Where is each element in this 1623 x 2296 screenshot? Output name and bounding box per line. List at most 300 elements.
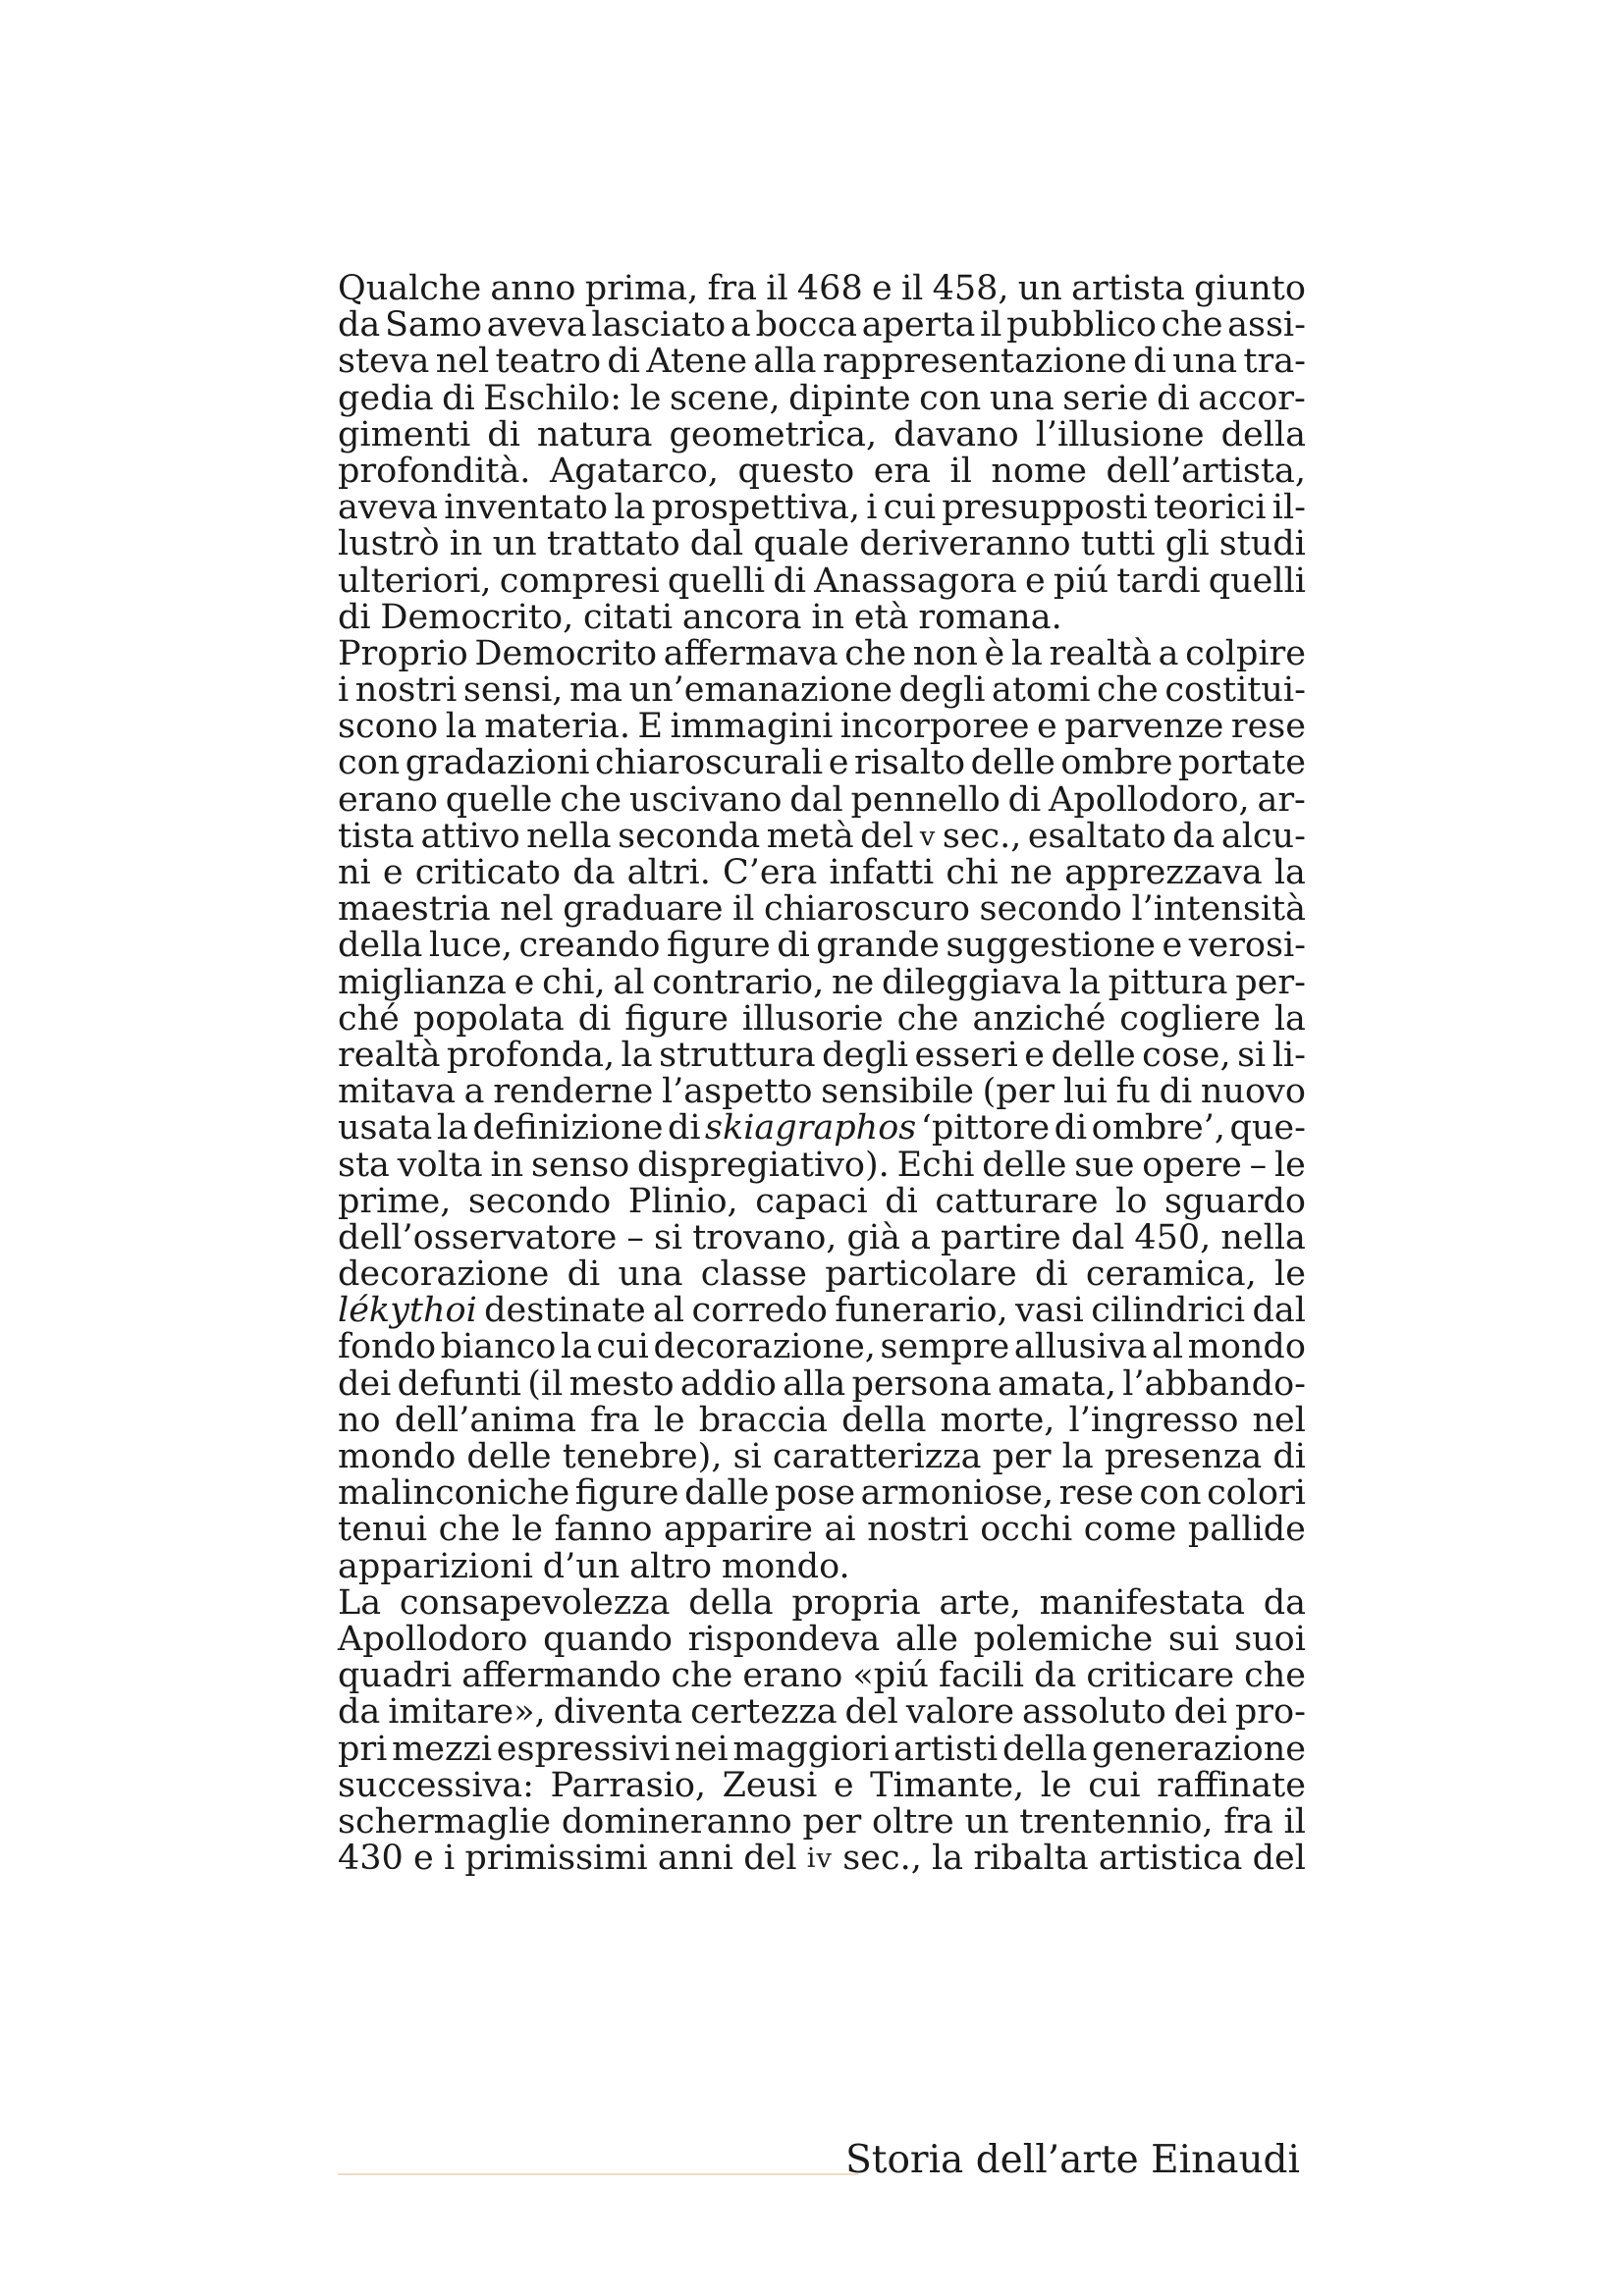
- word: incorporee: [839, 707, 1030, 747]
- word: le: [1274, 1255, 1306, 1295]
- word: la: [1010, 633, 1043, 673]
- word: di: [1054, 1108, 1088, 1148]
- word: figure: [666, 926, 771, 966]
- word: Plinio,: [627, 1181, 738, 1221]
- word: portate: [1178, 743, 1306, 783]
- word: le: [512, 1510, 543, 1550]
- word: trattato: [546, 524, 680, 564]
- word: una: [989, 378, 1055, 418]
- text-line: [338, 745, 1306, 781]
- word: risalto: [853, 743, 966, 783]
- text-line: [338, 1658, 1306, 1694]
- text-line: [338, 1110, 1306, 1147]
- word: aveva: [338, 488, 438, 528]
- word: età: [853, 597, 909, 637]
- word: Samo: [384, 305, 483, 346]
- text-line: [338, 962, 1306, 1002]
- word: che: [844, 633, 907, 673]
- word: anni: [657, 1839, 733, 1879]
- word: giunto: [1194, 269, 1306, 308]
- word: nei: [675, 1729, 729, 1769]
- word: volta: [397, 1145, 483, 1185]
- word: popolata: [412, 998, 565, 1039]
- word: sue: [1074, 1145, 1135, 1185]
- word: altro: [629, 1546, 713, 1586]
- word: natura: [536, 414, 653, 454]
- text-line: [338, 928, 1306, 964]
- word: criticato: [414, 853, 562, 892]
- word: della: [1220, 414, 1306, 454]
- word: opere: [1142, 1145, 1242, 1185]
- word: la: [1273, 853, 1306, 892]
- word: ‘pittore: [920, 1108, 1051, 1148]
- word: il: [732, 889, 755, 930]
- word: accor-: [1198, 378, 1306, 418]
- word: pri: [338, 1729, 388, 1769]
- text-line: [338, 307, 1306, 344]
- word: presupposti: [942, 488, 1148, 528]
- word: tardi: [1116, 561, 1201, 601]
- word: figure: [624, 998, 729, 1039]
- word: a: [463, 1072, 485, 1112]
- word: Proprio: [338, 633, 468, 673]
- word: profondità.: [338, 451, 531, 491]
- word: di: [1272, 1437, 1306, 1476]
- word: figure: [574, 1473, 679, 1514]
- italic-term: lékythoi: [338, 1291, 477, 1331]
- word: dipinte: [788, 378, 911, 418]
- word: atomi: [992, 670, 1091, 711]
- word: dal: [689, 524, 744, 564]
- word: grande: [816, 926, 940, 966]
- word: domineranno: [561, 1801, 792, 1842]
- word: delle: [970, 743, 1055, 783]
- word: manifestata: [1039, 1582, 1245, 1623]
- word: E: [637, 707, 664, 747]
- word: sensi,: [462, 670, 564, 711]
- word: no: [338, 1400, 381, 1440]
- word: del: [844, 1692, 898, 1733]
- word: graduare: [563, 889, 724, 930]
- word: l’intensità: [1131, 889, 1306, 930]
- word: a: [1158, 633, 1179, 673]
- word: che: [1096, 670, 1159, 711]
- text-line: [338, 490, 1306, 526]
- word: Apollodoro,: [1049, 779, 1250, 820]
- word: l’illusione: [1035, 414, 1205, 454]
- word: quadri: [338, 1656, 453, 1696]
- word: Echi: [896, 1145, 975, 1185]
- word: e: [382, 853, 404, 892]
- word: la: [1061, 1437, 1094, 1476]
- word: destinate: [484, 1291, 646, 1331]
- word: compresi: [499, 561, 660, 601]
- word: Zeusi: [722, 1765, 818, 1805]
- word: il: [766, 269, 788, 308]
- word: è: [984, 633, 1005, 673]
- word: cilindrici: [1091, 1291, 1246, 1331]
- word: tista: [338, 816, 415, 856]
- word: le: [629, 378, 662, 418]
- word: questo: [737, 451, 855, 491]
- word: apparizioni: [338, 1546, 533, 1586]
- text-line: [338, 1841, 1306, 1877]
- word: le: [1040, 1765, 1072, 1805]
- word: un: [964, 1801, 1009, 1842]
- word: degli: [822, 1035, 909, 1075]
- word: ne: [1009, 853, 1054, 892]
- word: funerario,: [835, 1291, 1008, 1331]
- word: i: [443, 1839, 456, 1879]
- word: Apollodoro: [338, 1619, 528, 1659]
- word: le: [1273, 1145, 1306, 1185]
- word: per: [992, 1437, 1052, 1476]
- word: ceramica,: [1085, 1255, 1257, 1295]
- word: materia.: [484, 707, 630, 747]
- word: nome: [991, 451, 1087, 491]
- footer-rule: [338, 2173, 858, 2175]
- word: pennello: [850, 779, 1001, 820]
- word: si: [732, 1437, 762, 1476]
- text-line: [338, 344, 1306, 380]
- word: teatro: [495, 342, 602, 382]
- word: suoi: [1234, 1619, 1306, 1659]
- text-line: [338, 378, 1306, 418]
- word: renderne: [493, 1072, 654, 1112]
- word: ma: [568, 670, 623, 711]
- word: sec.,: [842, 1839, 922, 1879]
- word: mondo: [1187, 1327, 1306, 1367]
- word: dal: [789, 779, 843, 820]
- text-line: [338, 1035, 1306, 1075]
- text-line: [338, 1512, 1306, 1548]
- word: nostri: [354, 670, 458, 711]
- word: tutti: [1080, 524, 1156, 564]
- word: struttura: [659, 1035, 816, 1075]
- word: i: [338, 670, 350, 711]
- word: li-: [1271, 1035, 1306, 1075]
- word: erano: [338, 779, 438, 820]
- word: lasciato: [591, 305, 727, 346]
- text-line: [338, 1801, 1306, 1842]
- text-line: [338, 998, 1306, 1039]
- word: affermava: [663, 633, 839, 673]
- word: scene,: [669, 378, 781, 418]
- word: tra-: [1243, 342, 1306, 382]
- word: un: [492, 524, 537, 564]
- text-line: [338, 451, 1306, 491]
- word: particolare: [825, 1255, 1017, 1295]
- word: steva: [338, 342, 430, 382]
- word: che: [1244, 1656, 1306, 1696]
- word: di: [1007, 779, 1042, 820]
- word: –: [1249, 1145, 1268, 1185]
- word: 458,: [932, 269, 1009, 308]
- word: –: [626, 1217, 644, 1257]
- text-line: [338, 563, 1306, 600]
- word: di: [1159, 1072, 1193, 1112]
- word: «piú: [852, 1656, 929, 1696]
- word: da: [1263, 1582, 1306, 1623]
- word: e: [1162, 926, 1183, 966]
- text-line: [338, 633, 1306, 673]
- word: successiva:: [338, 1765, 534, 1805]
- word: ombre: [1060, 743, 1173, 783]
- word: ché: [338, 998, 400, 1039]
- word: nuovo: [1200, 1072, 1306, 1112]
- word: lo: [1115, 1181, 1148, 1221]
- word: la: [932, 1839, 964, 1879]
- text-line: [338, 1400, 1306, 1440]
- word: i: [866, 488, 878, 528]
- word: chi,: [542, 962, 606, 1002]
- word: romana.: [918, 597, 1062, 637]
- word: di: [338, 597, 371, 637]
- word: metà: [766, 816, 854, 856]
- word: Democrito,: [380, 597, 574, 637]
- word: da: [338, 1692, 381, 1733]
- word: cose,: [1142, 1035, 1231, 1075]
- word: sempre: [880, 1327, 1010, 1367]
- word: che: [438, 1510, 501, 1550]
- word: che: [671, 1656, 733, 1696]
- word: immagini: [670, 707, 834, 747]
- word: di: [1157, 378, 1190, 418]
- text-line: [338, 414, 1306, 454]
- word: da: [572, 853, 616, 892]
- word: di: [567, 1255, 601, 1295]
- page-footer: [338, 2138, 1300, 2207]
- word: geometrica,: [669, 414, 878, 454]
- word: Parrasio,: [550, 1765, 707, 1805]
- word: delle: [1051, 1035, 1136, 1075]
- word: quelle: [445, 779, 553, 820]
- word: dal: [1252, 1291, 1306, 1331]
- word: al: [1151, 1327, 1184, 1367]
- word: dei: [1173, 1692, 1227, 1733]
- footer-title: Storia dell’arte Einaudi: [845, 2138, 1300, 2182]
- word: per-: [1235, 962, 1306, 1002]
- word: braccia: [698, 1400, 828, 1440]
- word: que-: [1229, 1108, 1306, 1148]
- word: per: [802, 1801, 862, 1842]
- word: quale: [753, 524, 850, 564]
- text-line: [338, 672, 1306, 709]
- word: del: [860, 816, 914, 856]
- text-line: [338, 1546, 1306, 1586]
- word: artisti: [893, 1729, 999, 1769]
- word: presenza: [1104, 1437, 1263, 1476]
- small-caps-numeral: v: [919, 821, 937, 852]
- word: assi-: [1227, 305, 1306, 346]
- text-line: [338, 779, 1306, 820]
- word: senso: [530, 1145, 630, 1185]
- text-line: [338, 1181, 1306, 1221]
- word: decorazione: [338, 1255, 550, 1295]
- word: mesto: [568, 1363, 675, 1404]
- word: in: [449, 524, 483, 564]
- text-line: [338, 271, 1306, 307]
- word: come: [1083, 1510, 1177, 1550]
- word: luce,: [428, 926, 514, 966]
- word: miglianza: [338, 962, 507, 1002]
- word: con: [338, 743, 401, 783]
- word: allusiva: [1013, 1327, 1148, 1367]
- word: corredo: [691, 1291, 828, 1331]
- word: e: [514, 962, 535, 1002]
- word: illusorie: [741, 998, 884, 1039]
- word: prime,: [338, 1181, 452, 1221]
- word: gli: [1164, 524, 1210, 564]
- word: ombre’,: [1091, 1108, 1226, 1148]
- word: di: [777, 926, 810, 966]
- word: una: [1172, 342, 1238, 382]
- word: mondo.: [721, 1546, 850, 1586]
- text-line: [338, 1293, 1306, 1329]
- word: lustrò: [338, 524, 440, 564]
- word: che: [1161, 305, 1223, 346]
- word: catturare: [935, 1181, 1099, 1221]
- word: (per: [982, 1072, 1055, 1112]
- word: il: [900, 269, 924, 308]
- word: ai: [824, 1510, 856, 1550]
- word: chi: [946, 853, 999, 892]
- text-line: [338, 1217, 1306, 1257]
- word: ancora: [681, 597, 802, 637]
- word: il: [1283, 1801, 1306, 1842]
- word: lui: [1062, 1072, 1108, 1112]
- word: fra: [1223, 1801, 1273, 1842]
- word: della: [338, 926, 423, 966]
- word: sta: [338, 1145, 390, 1185]
- word: C’era: [722, 853, 818, 892]
- word: della: [688, 1582, 774, 1623]
- word: rese: [1058, 1473, 1134, 1514]
- word: prima,: [584, 269, 699, 308]
- word: e: [1037, 707, 1057, 747]
- word: aveva: [486, 305, 587, 346]
- word: alle: [894, 1619, 958, 1659]
- word: addio: [679, 1363, 777, 1404]
- word: l’abbando-: [1122, 1363, 1306, 1404]
- word: nostri: [867, 1510, 969, 1550]
- word: classe: [700, 1255, 808, 1295]
- text-line: [338, 1582, 1306, 1623]
- word: ulteriori,: [338, 561, 492, 601]
- word: (il: [527, 1363, 564, 1404]
- word: contrario,: [652, 962, 825, 1002]
- word: 468: [796, 269, 863, 308]
- word: decorazione,: [653, 1327, 876, 1367]
- word: profonda,: [446, 1035, 616, 1075]
- word: del: [1252, 1839, 1306, 1879]
- word: da: [1172, 816, 1216, 856]
- word: la: [1068, 962, 1101, 1002]
- word: la: [1273, 998, 1306, 1039]
- word: del: [743, 1839, 797, 1879]
- word: diventa: [553, 1692, 683, 1733]
- word: Democrito: [474, 633, 658, 673]
- word: chiaroscuro: [764, 889, 970, 930]
- word: malinconiche: [338, 1473, 570, 1514]
- word: erano: [742, 1656, 843, 1696]
- word: di: [773, 561, 806, 601]
- word: ni: [338, 853, 371, 892]
- word: attivo: [420, 816, 520, 856]
- text-line: [338, 1329, 1306, 1365]
- word: oltre: [871, 1801, 954, 1842]
- text-line: [338, 1363, 1306, 1404]
- word: artista: [1071, 269, 1185, 308]
- word: d’un: [542, 1546, 621, 1586]
- word: davano: [893, 414, 1019, 454]
- word: pose: [774, 1473, 856, 1514]
- word: la: [614, 488, 646, 528]
- word: arte,: [939, 1582, 1021, 1623]
- word: di: [607, 342, 640, 382]
- word: amata,: [998, 1363, 1116, 1404]
- word: uscivano: [628, 779, 783, 820]
- word: anno: [490, 269, 576, 308]
- word: di: [577, 998, 612, 1039]
- word: che: [896, 998, 959, 1039]
- word: fanno: [554, 1510, 653, 1550]
- word: a: [910, 1217, 931, 1257]
- word: generazione: [1092, 1729, 1306, 1769]
- word: dal: [1070, 1217, 1125, 1257]
- text-line: [338, 1729, 1306, 1769]
- word: teorici: [1153, 488, 1267, 528]
- word: realtà: [1049, 633, 1152, 673]
- word: ribalta: [973, 1839, 1089, 1879]
- word: La: [338, 1582, 382, 1623]
- word: colori: [1207, 1473, 1306, 1514]
- word: quelli: [1208, 561, 1306, 601]
- word: già: [846, 1217, 900, 1257]
- word: pallide: [1187, 1510, 1306, 1550]
- text-line: [338, 709, 1306, 745]
- word: dei: [338, 1363, 392, 1404]
- word: scono: [338, 707, 439, 747]
- word: un’emanazione: [628, 670, 893, 711]
- word: gradazioni: [405, 743, 590, 783]
- word: in: [811, 597, 845, 637]
- word: esseri: [914, 1035, 1018, 1075]
- word: propria: [791, 1582, 921, 1623]
- word: bocca: [755, 305, 858, 346]
- word: chiaroscurali: [595, 743, 824, 783]
- word: dell’artista,: [1106, 451, 1306, 491]
- word: 450,: [1134, 1217, 1212, 1257]
- word: fra: [707, 269, 758, 308]
- word: delle: [466, 1437, 552, 1476]
- text-line: [338, 855, 1306, 891]
- word: di: [1133, 342, 1166, 382]
- word: Agatarco,: [549, 451, 719, 491]
- word: defunti: [397, 1363, 521, 1404]
- word: dell’anima: [394, 1400, 576, 1440]
- word: facili: [939, 1656, 1025, 1696]
- word: criticare: [1086, 1656, 1235, 1696]
- word: una: [618, 1255, 683, 1295]
- word: primissimi: [464, 1839, 648, 1879]
- word: quelli: [667, 561, 766, 601]
- word: Anassagora: [814, 561, 1017, 601]
- word: artistica: [1098, 1839, 1243, 1879]
- text-line: [338, 1074, 1306, 1110]
- word: armoniose,: [860, 1473, 1055, 1514]
- word: alla: [783, 1363, 846, 1404]
